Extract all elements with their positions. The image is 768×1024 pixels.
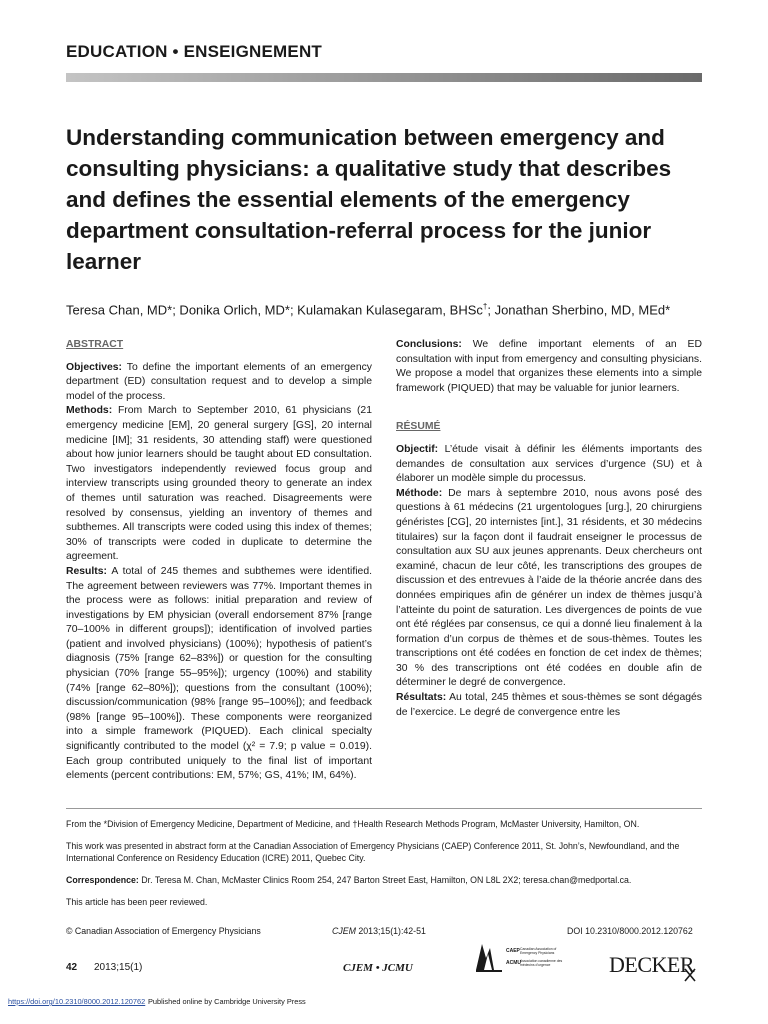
resume-heading: RÉSUMÉ [396,421,441,433]
peer-review-note: This article has been peer reviewed. [66,897,208,907]
objectives-text: To define the important elements of an emergency department (ED) consultation request and to develop a simple model of the process. [66,361,372,402]
decker-x-icon [684,968,696,982]
objectif-label: Objectif: [396,443,439,455]
results-text: A total of 245 themes and subthemes were identified. The agreement between reviewers was 77%. Important themes in the process were as follows: initial preparation and review of investigations by EM physician (overall endorsement 87% [range 70–100% in different groups]); identification of involved parties (patient and involved physicians) (100%); hypothesis of patient’s diagnosis (75% [range 62–83%]) or question for the consulting physician (70% [range 55–95%]); urgency (100%) and stability (74% [range 62–80%]); questions from the consultant (100%); discussion/communication (98% [range 95–100%]); and feedback (98% [range 95–100%]). These components were reorganized into a simple framework (PIQUED). Each clinical specialty significantly contributed to the model (χ² = 7.9; p value = 0.019). Each group contributed uniquely to the final list of important elements (percent contributions: EM, 57%; GS, 41%; IM, 64%). [66,565,372,782]
resultats-label: Résultats: [396,692,447,704]
journal-name: CJEM • JCMU [343,962,413,974]
published-note: Published online by Cambridge University Press [148,997,306,1006]
abstract-objectives [66,361,372,405]
abstract-heading: ABSTRACT [66,339,124,350]
abstract-results [66,565,372,784]
methode-text: De mars à septembre 2010, nous avons posé des questions à 61 médecins (21 urgentologues [urg.], 20 chirurgiens généristes [CG], 20 internistes [int.], 31 résidents, et 30 médecins titulaires) sur la façon dont il faudrait enseigner le processus de consultation aux SU aux jeunes apprenants. Deux chercheurs ont examiné, chacun de leur côté, les transcriptions des groupes de discussion et des entrevues à l’aide de la théorie ancrée dans des données empiriques afin de générer un index de thèmes jusqu’à l’atteinte du point de saturation. Les divergences de points de vue ont été réglées par consensus, ce qui a donné lieu finalement à la formation d’un corpus de thèmes et de sous-thèmes. Toutes les transcriptions ont été codées en fonction de cet index de thèmes; 30 % des transcriptions ont été codées en double afin de déterminer le degré de convergence. [396,487,702,689]
correspondence-label: Correspondence: [66,875,139,885]
publisher-logo: DECKER [609,952,694,977]
doi-line: DOI 10.2310/8000.2012.120762 [567,926,693,936]
page-number: 42 [66,962,78,973]
authors-text-2: ; Jonathan Sherbino, MD, MEd* [487,302,671,318]
objectif-text: L’étude visait à définir les éléments importants des demandes de consultation aux services d’urgence (SU) et à élaborer un modèle simple du processus. [396,443,702,485]
conclusions-label: Conclusions: [396,339,462,350]
conclusions-text: We define important elements of an ED consultation with input from emergency and consulting physicians. We propose a model that organizes these elements into a simple framework (PIQUED) that may be valuable for junior learners. [396,339,702,394]
affiliation-note: From the *Division of Emergency Medicine, Department of Medicine, and †Health Research Methods Program, McMaster University, Hamilton, ON. [66,819,640,829]
results-label: Results: [66,565,107,577]
methods-text: From March to September 2010, 61 physicians (21 emergency medicine [EM], 20 general surgery [GS], 20 internal medicine [IM]; 31 residents, 30 attending staff) were questioned about how junior learners should be taught about ED consultation. Two investigators independently reviewed focus group and interview transcripts using grounded theory to generate an index of themes until saturation was reached. Disagreements were resolved by consensus, yielding an inventory of themes and subthemes. All transcripts were coded using this index of themes; 30% of transcripts were coded in duplicate to determine the agreement. [66,405,372,563]
caep-acmu-logo [472,940,564,974]
issue-info: 2013;15(1) [94,962,143,973]
doi-link[interactable]: https://doi.org/10.2310/8000.2012.120762 [8,997,146,1006]
abstract-conclusions [396,338,702,396]
resultats-text: Au total, 245 thèmes et sous-thèmes se sont dégagés de l’exercice. Le degré de convergence entre les [396,692,702,718]
footnote-divider [66,808,702,809]
section-label: EDUCATION • ENSEIGNEMENT [66,42,323,61]
methods-label: Methods: [66,405,113,417]
citation-journal: CJEM [332,926,356,936]
acmu-label: ACMU [506,960,521,966]
citation-line [332,926,426,936]
authors-text-1: Teresa Chan, MD*; Donika Orlich, MD*; Kulamakan Kulasegaram, BHSc [66,302,483,318]
citation-volume: 2013;15(1):42-51 [355,926,426,936]
abstract-column-left [66,338,372,784]
abstract-methods [66,404,372,565]
article-title: Understanding communication between emergency and consulting physicians: a qualitative study that describes and defines the essential elements of the emergency department consultation-referral process for the junior learner [66,125,672,274]
header-rule-bar [66,73,702,82]
copyright-line: © Canadian Association of Emergency Physicians [66,926,261,936]
presentation-note: This work was presented in abstract form at the Canadian Association of Emergency Physicians (CAEP) Conference 2011, St. John’s, Newfoundland, and the International Conference on Residency Education (ICRE) 2011, Quebec City. [66,841,680,863]
abstract-column-right [396,338,702,720]
correspondence-text: Dr. Teresa M. Chan, McMaster Clinics Room 254, 247 Barton Street East, Hamilton, ON L8L 2X2; teresa.chan@medportal.ca. [138,875,632,885]
resume-methode [396,487,702,691]
methode-label: Méthode: [396,487,443,499]
resume-objectif [396,443,702,487]
caep-logo-icon [472,940,564,974]
correspondence-note [66,874,702,886]
author-list [66,302,726,317]
caep-fullname: Canadian Association of Emergency Physicians [520,947,557,955]
caep-label: CAEP [506,948,520,954]
objectives-label: Objectives: [66,361,123,373]
acmu-fullname: Association canadienne des médecins d’urgence [520,959,563,967]
resume-resultats [396,691,702,720]
footnotes [66,818,702,918]
authors-affiliation-mark: † [482,302,488,311]
